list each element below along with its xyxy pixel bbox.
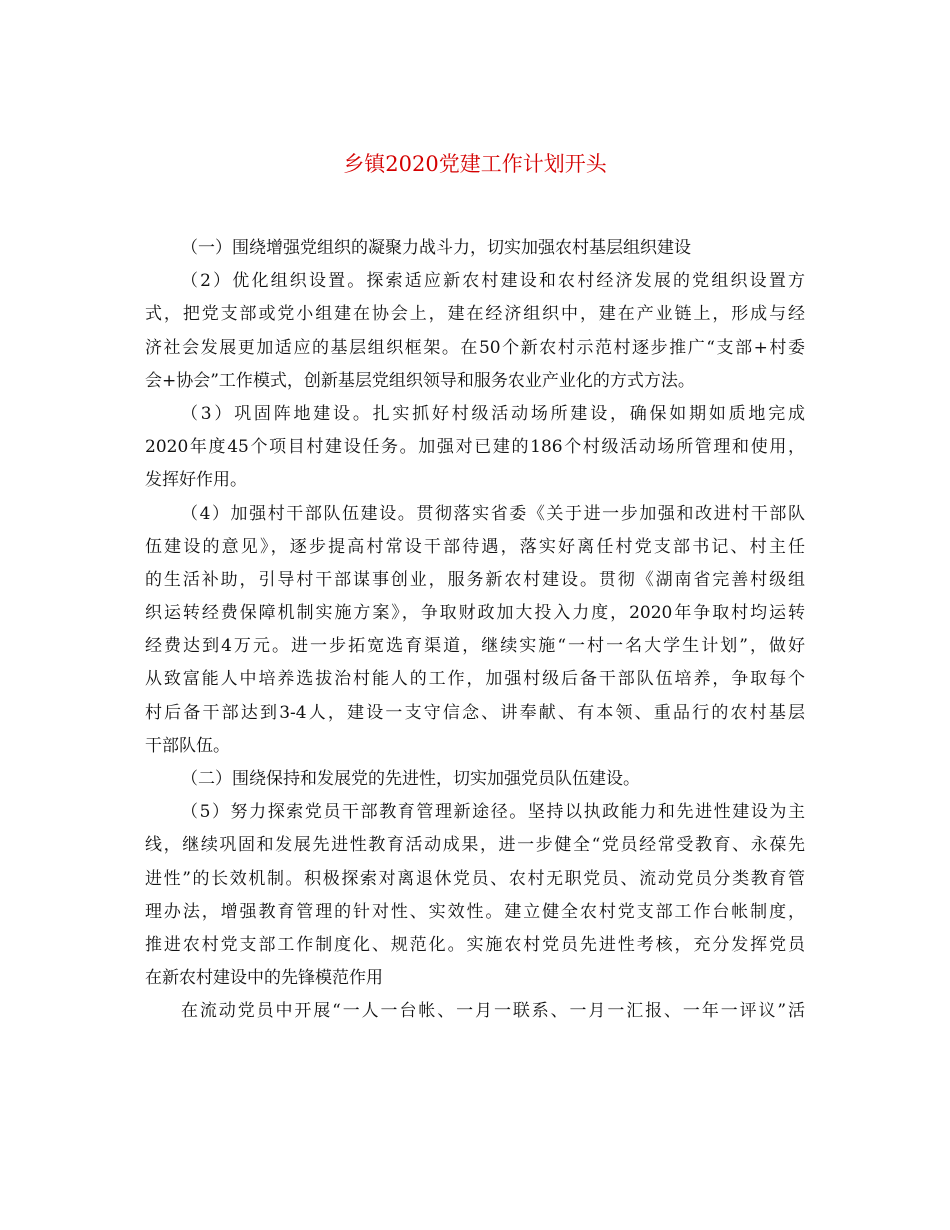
- document-title: 乡镇2020党建工作计划开头: [343, 152, 607, 176]
- text-line: 伍建设的意见》，逐步提高村常设干部待遇，落实好离任村党支部书记、村主任: [145, 536, 805, 557]
- text-line: 从致富能人中培养选拔治村能人的工作，加强村级后备干部队伍培养，争取每个: [145, 669, 805, 690]
- text-line: 干部队伍。: [145, 735, 230, 756]
- document-body: [145, 232, 805, 1029]
- text-line: （4）加强村干部队伍建设。贯彻落实省委《关于进一步加强和改进村干部队: [181, 503, 805, 524]
- text-line: 发挥好作用。: [145, 470, 247, 491]
- text-line: 2020年度45个项目村建设任务。加强对已建的186个村级活动场所管理和使用，: [145, 437, 805, 458]
- text-line: 式，把党支部或党小组建在协会上，建在经济组织中，建在产业链上，形成与经: [145, 304, 805, 325]
- text-line: 在流动党员中开展“一人一台帐、一月一联系、一月一汇报、一年一评议”活: [181, 1001, 805, 1022]
- text-line: 经费达到4万元。进一步拓宽选育渠道，继续实施“一村一名大学生计划”，做好: [145, 636, 805, 657]
- text-line: （2）优化组织设置。探索适应新农村建设和农村经济发展的党组织设置方: [181, 271, 805, 292]
- text-line: 济社会发展更加适应的基层组织框架。在50个新农村示范村逐步推广“支部+村委: [145, 337, 805, 358]
- text-line: （二）围绕保持和发展党的先进性，切实加强党员队伍建设。: [181, 769, 640, 789]
- text-line: （3）巩固阵地建设。扎实抓好村级活动场所建设，确保如期如质地完成: [181, 403, 805, 424]
- text-line: 的生活补助，引导村干部谋事创业，服务新农村建设。贯彻《湖南省完善村级组: [145, 569, 805, 590]
- text-line: 推进农村党支部工作制度化、规范化。实施农村党员先进性考核，充分发挥党员: [145, 934, 805, 955]
- text-line: 会+协会”工作模式，创新基层党组织领导和服务农业产业化的方式方法。: [145, 370, 695, 391]
- text-line: （5）努力探索党员干部教育管理新途径。坚持以执政能力和先进性建设为主: [181, 802, 805, 823]
- text-line: 线，继续巩固和发展先进性教育活动成果，进一步健全“党员经常受教育、永葆先: [145, 835, 805, 856]
- text-line: 理办法，增强教育管理的针对性、实效性。建立健全农村党支部工作台帐制度，: [145, 901, 805, 922]
- text-line: （一）围绕增强党组织的凝聚力战斗力，切实加强农村基层组织建设: [181, 238, 691, 258]
- text-line: 在新农村建设中的先锋模范作用: [145, 968, 383, 989]
- text-line: 进性”的长效机制。积极探索对离退休党员、农村无职党员、流动党员分类教育管: [145, 868, 805, 889]
- text-line: 织运转经费保障机制实施方案》，争取财政加大投入力度，2020年争取村均运转: [145, 603, 805, 624]
- text-line: 村后备干部达到3-4人，建设一支守信念、讲奉献、有本领、重品行的农村基层: [145, 702, 805, 723]
